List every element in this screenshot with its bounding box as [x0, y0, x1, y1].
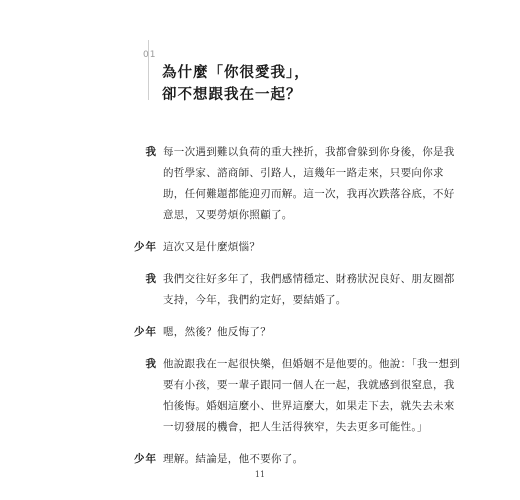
speaker-label: 少年: [134, 453, 157, 465]
text-line: 意思，又要勞煩你照顧了。: [163, 209, 293, 221]
speaker-label: 我: [145, 146, 157, 158]
dialogue-text: [163, 269, 455, 311]
dialogue: [0, 142, 520, 481]
dialogue-entry: [0, 322, 520, 343]
chapter-title-line: 卻不想跟我在一起？: [162, 86, 302, 103]
text-line: 這次又是什麼煩惱？: [163, 241, 261, 253]
speaker-label: 少年: [134, 326, 157, 338]
text-line: 怕後悔。婚姻這麼小、世界這麼大，如果走下去，就失去未來: [163, 400, 455, 412]
text-line: 一切發展的機會，把人生活得狹窄，失去更多可能性。」: [163, 421, 428, 433]
text-line: 助，任何難題都能迎刃而解。這一次，我再次跌落谷底，不好: [163, 188, 455, 200]
text-line: 我們交往好多年了，我們感情穩定、財務狀況良好、朋友圈都: [163, 273, 455, 285]
dialogue-text: [163, 449, 425, 470]
text-line: 每一次遇到難以負荷的重大挫折，我都會躲到你身後，你是我: [163, 146, 455, 158]
dialogue-entry: [0, 142, 520, 226]
text-line: 要有小孩，要一輩子跟同一個人在一起，我就感到很窒息，我: [163, 379, 455, 391]
text-line: 支持，今年，我們約定好，要結婚了。: [163, 294, 347, 306]
dialogue-text: [163, 322, 425, 343]
speaker-label: 我: [145, 358, 157, 370]
speaker-label: 少年: [134, 241, 157, 253]
dialogue-entry: [0, 237, 520, 258]
dialogue-text: [163, 237, 425, 258]
text-line: 的哲學家、諮商師、引路人，這幾年一路走來，只要向你求: [163, 167, 444, 179]
page-number: 11: [254, 470, 266, 479]
dialogue-text: [163, 142, 455, 226]
dialogue-text: [163, 354, 461, 438]
chapter-title-line: 為什麼「你很愛我」，: [162, 64, 310, 81]
text-line: 嗯，然後？他反悔了？: [163, 326, 271, 338]
dialogue-entry: [0, 269, 520, 311]
chapter-title: [162, 62, 310, 106]
text-line: 他說跟我在一起很快樂，但婚姻不是他要的。他說：「我一想到: [163, 358, 461, 370]
dialogue-entry: [0, 449, 520, 470]
text-line: 理解。結論是，他不要你了。: [163, 453, 304, 465]
chapter-divider-line: [148, 40, 149, 100]
chapter-number: 01: [143, 50, 157, 60]
speaker-label: 我: [145, 273, 157, 285]
dialogue-entry: [0, 354, 520, 438]
